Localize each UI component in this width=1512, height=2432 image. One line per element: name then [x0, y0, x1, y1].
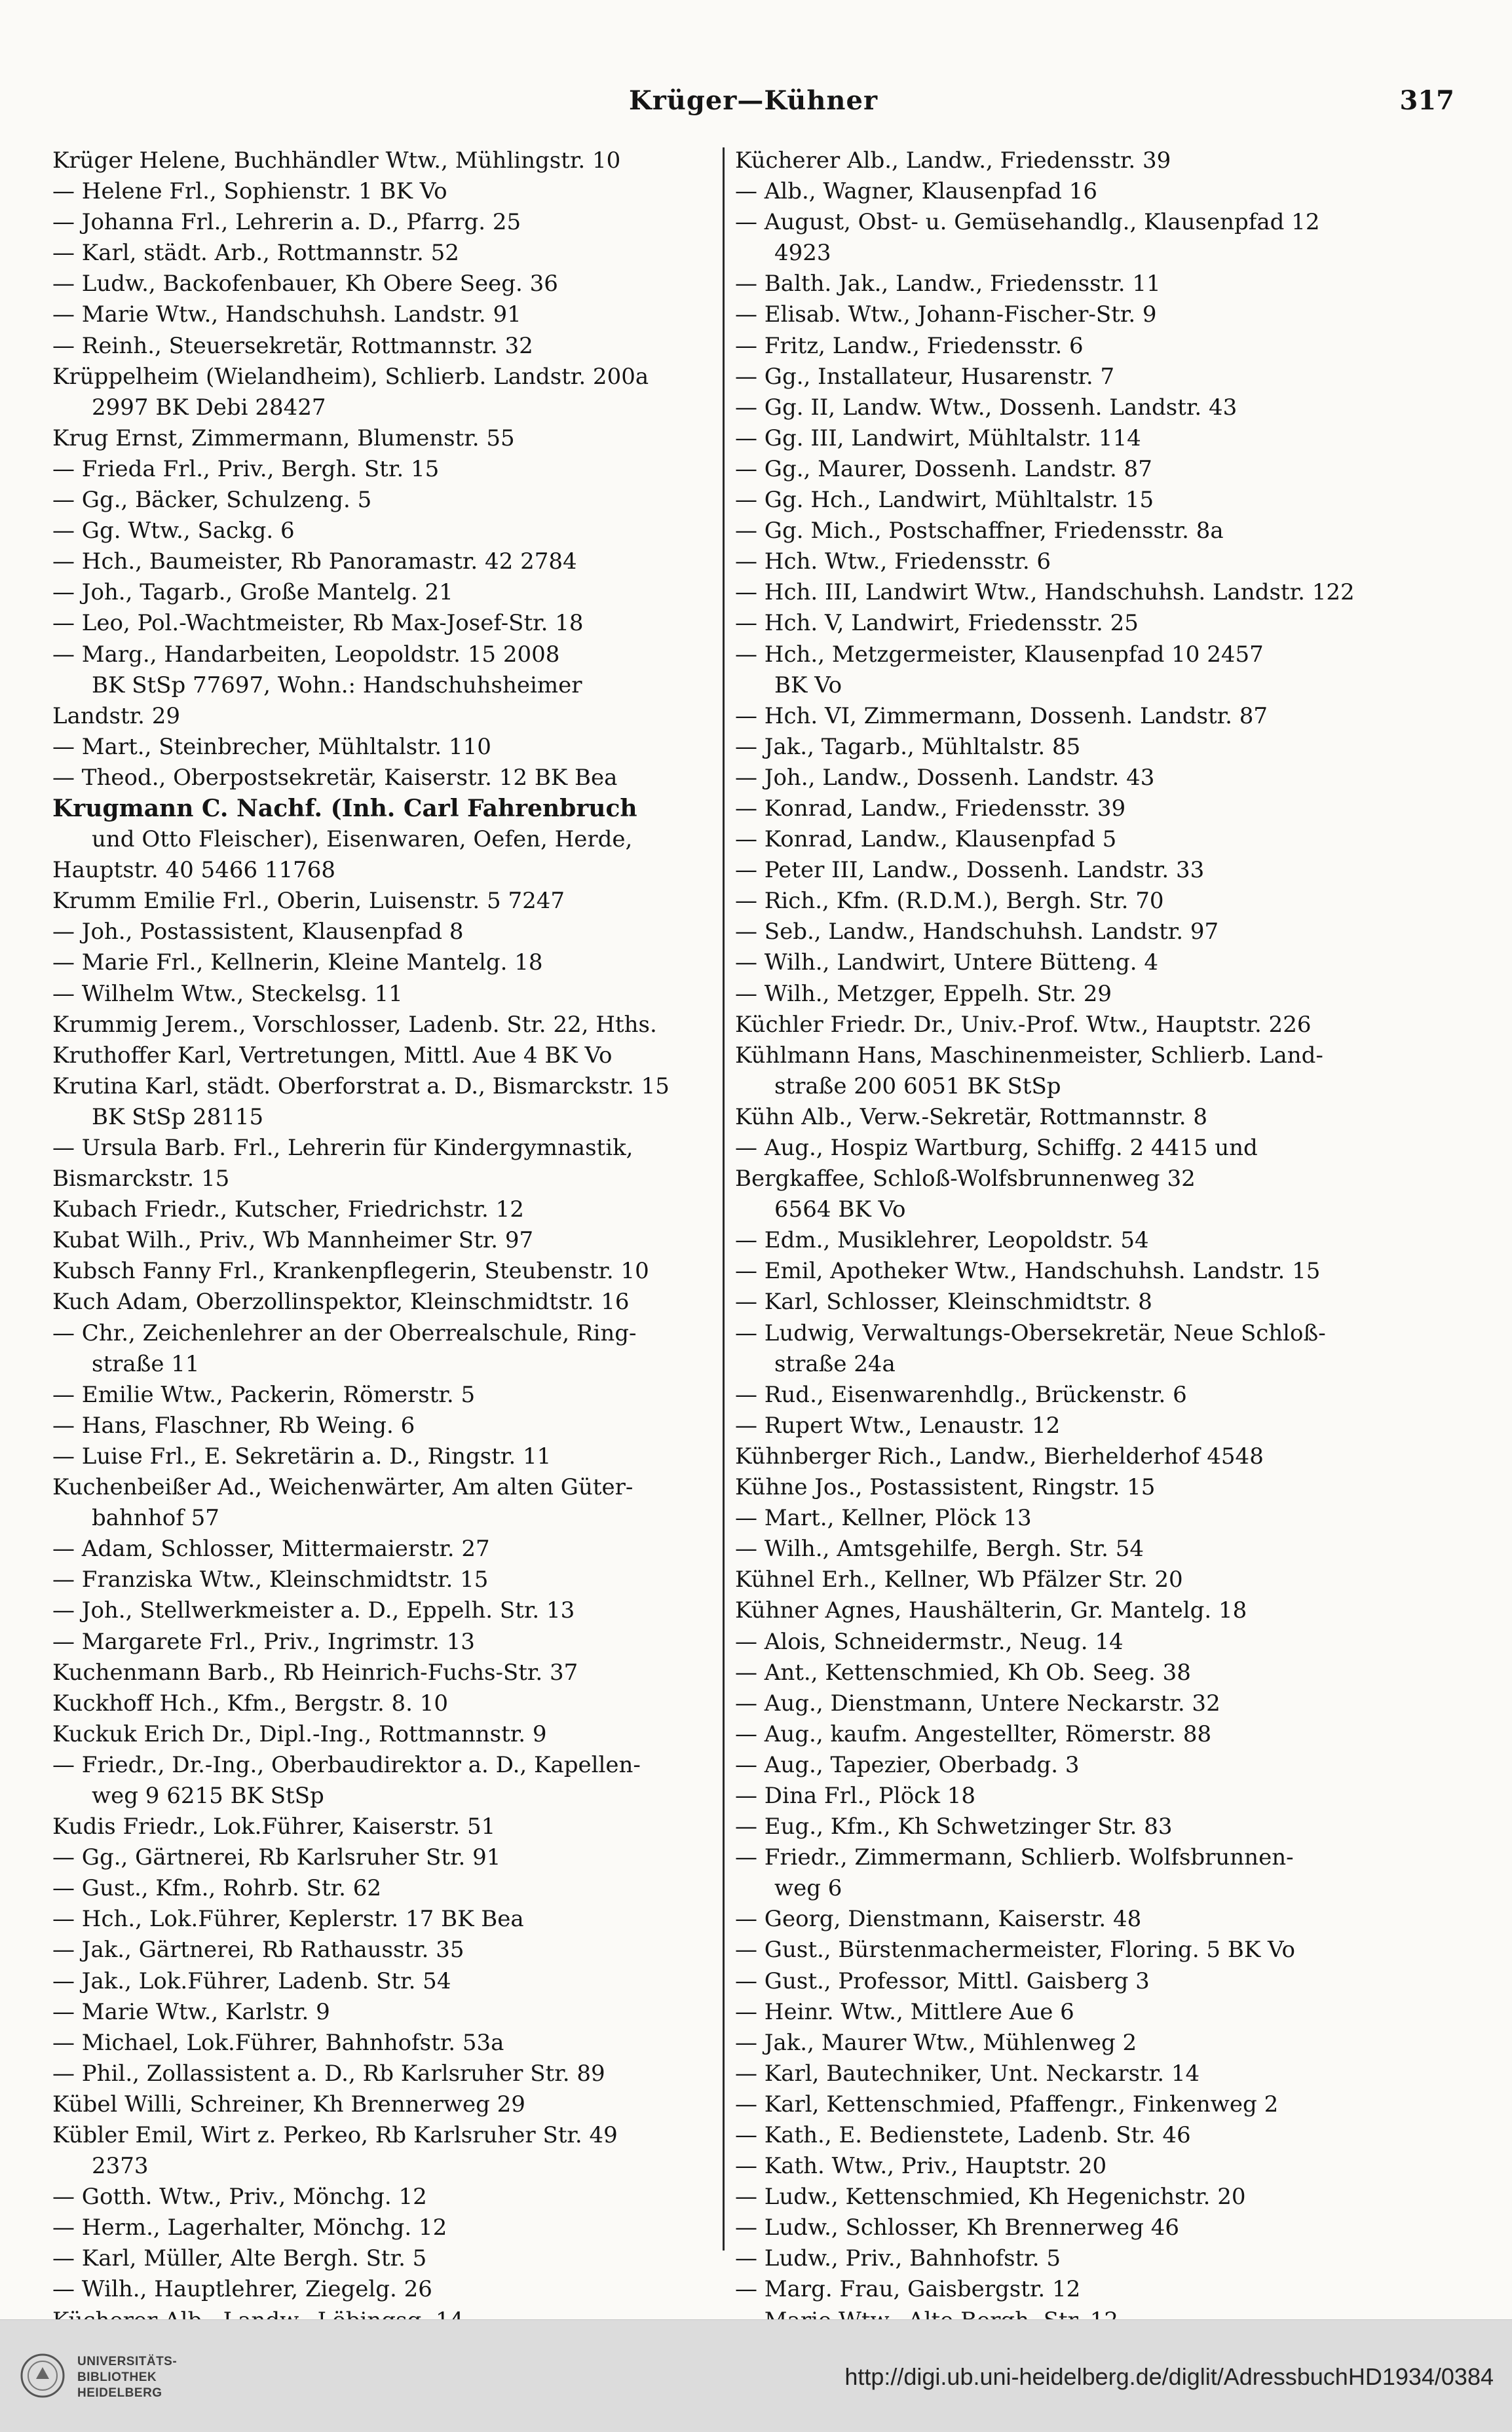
right-column — [735, 145, 1403, 2336]
directory-entry: — Ant., Kettenschmied, Kh Ob. Seeg. 38 — [735, 1659, 1191, 1686]
directory-entry: — Ludw., Schlosser, Kh Brennerweg 46 — [735, 2214, 1179, 2241]
directory-entry: Kubat Wilh., Priv., Wb Mannheimer Str. 97 — [52, 1227, 534, 1254]
directory-entry: — Karl, Müller, Alte Bergh. Str. 5 — [52, 2245, 427, 2272]
directory-entry: — Rud., Eisenwarenhdlg., Brückenstr. 6 — [735, 1381, 1187, 1408]
directory-entry: — Hch. III, Landwirt Wtw., Handschuhsh. Landstr. 122 — [735, 579, 1355, 606]
directory-entry: — Rich., Kfm. (R.D.M.), Bergh. Str. 70 — [735, 888, 1164, 915]
directory-entry: 4923 — [774, 240, 831, 267]
directory-entry: — Hch. V, Landwirt, Friedensstr. 25 — [735, 610, 1139, 637]
directory-entry: Kühnberger Rich., Landw., Bierhelderhof 4548 — [735, 1443, 1264, 1470]
directory-entry: Kudis Friedr., Lok.Führer, Kaiserstr. 51 — [52, 1814, 496, 1840]
directory-entry: — Marie Frl., Kellnerin, Kleine Mantelg. 18 — [52, 949, 543, 976]
footer-bar — [0, 2319, 1512, 2432]
directory-entry: — Joh., Postassistent, Klausenpfad 8 — [52, 919, 464, 945]
directory-entry: — Ursula Barb. Frl., Lehrerin für Kindergymnastik, — [52, 1135, 633, 1161]
directory-entry: — Joh., Tagarb., Große Mantelg. 21 — [52, 579, 453, 606]
directory-entry: — Balth. Jak., Landw., Friedensstr. 11 — [735, 271, 1161, 297]
directory-entry: — Hans, Flaschner, Rb Weing. 6 — [52, 1412, 415, 1439]
directory-entry: — Hch., Lok.Führer, Keplerstr. 17 BK Bea — [52, 1906, 524, 1933]
directory-entry: — Dina Frl., Plöck 18 — [735, 1782, 975, 1809]
directory-entry: weg 6 — [774, 1875, 842, 1902]
directory-entry: — Ludw., Kettenschmied, Kh Hegenichstr. 20 — [735, 2184, 1246, 2211]
directory-entry: — Friedr., Zimmermann, Schlierb. Wolfsbrunnen- — [735, 1844, 1294, 1871]
directory-entry: — Emilie Wtw., Packerin, Römerstr. 5 — [52, 1381, 476, 1408]
directory-entry: Krummig Jerem., Vorschlosser, Ladenb. Str. 22, Hths. — [52, 1011, 657, 1038]
directory-entry: — Helene Frl., Sophienstr. 1 BK Vo — [52, 178, 447, 205]
directory-entry: Krug Ernst, Zimmermann, Blumenstr. 55 — [52, 425, 515, 451]
directory-entry: — Rupert Wtw., Lenaustr. 12 — [735, 1412, 1061, 1439]
directory-entry: — Leo, Pol.-Wachtmeister, Rb Max-Josef-Str. 18 — [52, 610, 584, 637]
directory-entry: — Wilh., Landwirt, Untere Bütteng. 4 — [735, 949, 1158, 976]
directory-entry: — Karl, städt. Arb., Rottmannstr. 52 — [52, 240, 459, 267]
directory-entry: — Gg. III, Landwirt, Mühltalstr. 114 — [735, 425, 1141, 451]
directory-entry: — Jak., Tagarb., Mühltalstr. 85 — [735, 733, 1081, 760]
directory-entry: Krüppelheim (Wielandheim), Schlierb. Landstr. 200a — [52, 363, 649, 390]
directory-entry: — Michael, Lok.Führer, Bahnhofstr. 53a — [52, 2029, 504, 2056]
directory-entry: Kuchenbeißer Ad., Weichenwärter, Am alten Güter- — [52, 1474, 633, 1501]
directory-entry: — Karl, Bautechniker, Unt. Neckarstr. 14 — [735, 2060, 1200, 2087]
directory-entry: — Joh., Landw., Dossenh. Landstr. 43 — [735, 764, 1155, 791]
source-url-link[interactable]: http://digi.ub.uni-heidelberg.de/diglit/AdressbuchHD1934/0384 — [844, 2363, 1494, 2390]
directory-entry: — Friedr., Dr.-Ing., Oberbaudirektor a. D., Kapellen- — [52, 1751, 641, 1778]
directory-entry: — Hch., Metzgermeister, Klausenpfad 10 2457 — [735, 641, 1264, 668]
directory-entry: weg 9 6215 BK StSp — [92, 1782, 324, 1809]
directory-entry: straße 24a — [774, 1350, 896, 1377]
directory-entry: — Gust., Bürstenmachermeister, Floring. 5 BK Vo — [735, 1937, 1295, 1964]
directory-entry: Krutina Karl, städt. Oberforstrat a. D., Bismarckstr. 15 — [52, 1073, 670, 1099]
directory-entry: Kübel Willi, Schreiner, Kh Brennerweg 29 — [52, 2091, 525, 2118]
library-name-line3: HEIDELBERG — [77, 2386, 162, 2400]
directory-entry: — Ludwig, Verwaltungs-Obersekretär, Neue Schloß- — [735, 1320, 1326, 1346]
directory-entry: — Marie Wtw., Karlstr. 9 — [52, 1998, 330, 2025]
directory-entry: — Reinh., Steuersekretär, Rottmannstr. 32 — [52, 332, 533, 359]
directory-entry: — Marie Wtw., Handschuhsh. Landstr. 91 — [52, 301, 521, 328]
directory-entry: — Karl, Schlosser, Kleinschmidtstr. 8 — [735, 1289, 1152, 1316]
directory-entry: — Ludw., Priv., Bahnhofstr. 5 — [735, 2245, 1061, 2272]
directory-entry: — Wilh., Hauptlehrer, Ziegelg. 26 — [52, 2276, 432, 2303]
directory-entry: — Adam, Schlosser, Mittermaierstr. 27 — [52, 1536, 490, 1563]
directory-entry: — Aug., Hospiz Wartburg, Schiffg. 2 4415 und — [735, 1135, 1258, 1161]
directory-entry: — Hch., Baumeister, Rb Panoramastr. 42 2784 — [52, 548, 577, 575]
directory-entry: — Heinr. Wtw., Mittlere Aue 6 — [735, 1998, 1074, 2025]
directory-entry: — Herm., Lagerhalter, Mönchg. 12 — [52, 2214, 447, 2241]
directory-entry: — Jak., Maurer Wtw., Mühlenweg 2 — [735, 2029, 1137, 2056]
directory-entry: — Edm., Musiklehrer, Leopoldstr. 54 — [735, 1227, 1149, 1254]
directory-entry: Kücherer Alb., Landw., Friedensstr. 39 — [735, 147, 1171, 174]
directory-entry: Kuckhoff Hch., Kfm., Bergstr. 8. 10 — [52, 1690, 449, 1717]
directory-entry: straße 11 — [92, 1350, 200, 1377]
directory-entry: — Aug., Tapezier, Oberbadg. 3 — [735, 1751, 1080, 1778]
library-name-line2: BIBLIOTHEK — [77, 2370, 157, 2384]
directory-entry: — Mart., Kellner, Plöck 13 — [735, 1505, 1032, 1532]
university-seal-icon — [20, 2353, 66, 2399]
running-head: Krüger—Kühner — [628, 85, 879, 116]
directory-entry: — Joh., Stellwerkmeister a. D., Eppelh. Str. 13 — [52, 1597, 575, 1624]
directory-entry: — Luise Frl., E. Sekretärin a. D., Ringstr. 11 — [52, 1443, 552, 1470]
column-divider — [723, 147, 725, 2251]
directory-entry: Landstr. 29 — [52, 702, 181, 729]
directory-entry: — Kath., E. Bedienstete, Ladenb. Str. 46 — [735, 2122, 1191, 2148]
directory-entry: — Alb., Wagner, Klausenpfad 16 — [735, 178, 1097, 205]
directory-entry: Kruthoffer Karl, Vertretungen, Mittl. Aue 4 BK Vo — [52, 1042, 613, 1069]
directory-entry: — Elisab. Wtw., Johann-Fischer-Str. 9 — [735, 301, 1157, 328]
page-number: 317 — [1399, 85, 1454, 116]
directory-entry: — Ludw., Backofenbauer, Kh Obere Seeg. 36 — [52, 271, 558, 297]
directory-entry: Kübler Emil, Wirt z. Perkeo, Rb Karlsruher Str. 49 — [52, 2122, 618, 2148]
directory-entry: Kühn Alb., Verw.-Sekretär, Rottmannstr. 8 — [735, 1103, 1207, 1130]
directory-entry: — Margarete Frl., Priv., Ingrimstr. 13 — [52, 1628, 475, 1655]
directory-entry: — Peter III, Landw., Dossenh. Landstr. 33 — [735, 857, 1205, 884]
directory-entry: — Chr., Zeichenlehrer an der Oberrealschule, Ring- — [52, 1320, 637, 1346]
directory-entry: — Marg. Frau, Gaisbergstr. 12 — [735, 2276, 1081, 2303]
directory-entry: BK StSp 77697, Wohn.: Handschuhsheimer — [92, 672, 582, 698]
directory-entry: BK StSp 28115 — [92, 1103, 264, 1130]
directory-entry: Krumm Emilie Frl., Oberin, Luisenstr. 5 7247 — [52, 888, 565, 915]
directory-entry: und Otto Fleischer), Eisenwaren, Oefen, Herde, — [92, 826, 633, 853]
directory-entry: bahnhof 57 — [92, 1505, 219, 1532]
directory-entry: Hauptstr. 40 5466 11768 — [52, 857, 336, 884]
directory-entry: — Konrad, Landw., Friedensstr. 39 — [735, 795, 1126, 822]
directory-entry: Kuchenmann Barb., Rb Heinrich-Fuchs-Str. 37 — [52, 1659, 578, 1686]
directory-entry: — Gg., Bäcker, Schulzeng. 5 — [52, 487, 372, 514]
directory-entry: Kuckuk Erich Dr., Dipl.-Ing., Rottmannstr. 9 — [52, 1720, 547, 1747]
directory-entry: straße 200 6051 BK StSp — [774, 1073, 1061, 1099]
directory-entry: — Alois, Schneidermstr., Neug. 14 — [735, 1628, 1124, 1655]
directory-entry: — Fritz, Landw., Friedensstr. 6 — [735, 332, 1084, 359]
directory-entry: 2997 BK Debi 28427 — [92, 394, 326, 421]
directory-entry: Krüger Helene, Buchhändler Wtw., Mühlingstr. 10 — [52, 147, 621, 174]
directory-entry: — Emil, Apotheker Wtw., Handschuhsh. Landstr. 15 — [735, 1258, 1321, 1285]
directory-entry: — Hch. Wtw., Friedensstr. 6 — [735, 548, 1051, 575]
directory-entry: Kühne Jos., Postassistent, Ringstr. 15 — [735, 1474, 1156, 1501]
directory-entry: — Gg., Maurer, Dossenh. Landstr. 87 — [735, 455, 1152, 482]
directory-entry: — Gotth. Wtw., Priv., Mönchg. 12 — [52, 2184, 427, 2211]
directory-entry: — Gg., Gärtnerei, Rb Karlsruher Str. 91 — [52, 1844, 501, 1871]
directory-entry: — August, Obst- u. Gemüsehandlg., Klausenpfad 12 — [735, 209, 1320, 236]
directory-entry: — Eug., Kfm., Kh Schwetzinger Str. 83 — [735, 1814, 1173, 1840]
page-header — [52, 85, 1454, 124]
directory-entry: Bismarckstr. 15 — [52, 1166, 230, 1192]
directory-entry: — Wilh., Metzger, Eppelh. Str. 29 — [735, 980, 1112, 1007]
directory-entry: — Konrad, Landw., Klausenpfad 5 — [735, 826, 1117, 853]
directory-entry: Kühlmann Hans, Maschinenmeister, Schlierb. Land- — [735, 1042, 1323, 1069]
directory-entry: — Wilhelm Wtw., Steckelsg. 11 — [52, 980, 403, 1007]
directory-entry: Kühnel Erh., Kellner, Wb Pfälzer Str. 20 — [735, 1567, 1183, 1593]
directory-entry: Krugmann C. Nachf. (Inh. Carl Fahrenbruch — [52, 794, 637, 822]
library-name — [77, 2354, 177, 2401]
directory-entry: — Jak., Lok.Führer, Ladenb. Str. 54 — [52, 1967, 451, 1994]
directory-entry: — Gg. Hch., Landwirt, Mühltalstr. 15 — [735, 487, 1154, 514]
directory-entry: — Kath. Wtw., Priv., Hauptstr. 20 — [735, 2153, 1107, 2180]
directory-entry: — Marg., Handarbeiten, Leopoldstr. 15 2008 — [52, 641, 560, 668]
directory-entry: — Theod., Oberpostsekretär, Kaiserstr. 12 BK Bea — [52, 764, 618, 791]
directory-entry: 2373 — [92, 2153, 149, 2180]
directory-entry: — Hch. VI, Zimmermann, Dossenh. Landstr. 87 — [735, 702, 1268, 729]
directory-entry: Kubach Friedr., Kutscher, Friedrichstr. 12 — [52, 1196, 524, 1223]
left-column — [52, 145, 721, 2336]
directory-entry: — Gg., Installateur, Husarenstr. 7 — [735, 363, 1115, 390]
directory-entry: — Aug., Dienstmann, Untere Neckarstr. 32 — [735, 1690, 1220, 1717]
directory-entry: — Karl, Kettenschmied, Pfaffengr., Finkenweg 2 — [735, 2091, 1279, 2118]
directory-entry: 6564 BK Vo — [774, 1196, 906, 1223]
directory-entry: — Aug., kaufm. Angestellter, Römerstr. 88 — [735, 1720, 1212, 1747]
directory-entry: Bergkaffee, Schloß-Wolfsbrunnenweg 32 — [735, 1166, 1196, 1192]
directory-entry: — Gust., Professor, Mittl. Gaisberg 3 — [735, 1967, 1150, 1994]
library-name-line1: UNIVERSITÄTS- — [77, 2355, 178, 2368]
directory-entry: — Frieda Frl., Priv., Bergh. Str. 15 — [52, 455, 440, 482]
directory-entry: — Franziska Wtw., Kleinschmidtstr. 15 — [52, 1567, 489, 1593]
directory-entry: — Gg. Wtw., Sackg. 6 — [52, 518, 295, 544]
directory-entry: — Johanna Frl., Lehrerin a. D., Pfarrg. 25 — [52, 209, 521, 236]
directory-entry: — Gust., Kfm., Rohrb. Str. 62 — [52, 1875, 381, 1902]
directory-entry: Küchler Friedr. Dr., Univ.-Prof. Wtw., Hauptstr. 226 — [735, 1011, 1312, 1038]
directory-entry: Kubsch Fanny Frl., Krankenpflegerin, Steubenstr. 10 — [52, 1258, 649, 1285]
directory-entry: Kühner Agnes, Haushälterin, Gr. Mantelg. 18 — [735, 1597, 1247, 1624]
directory-entry: — Wilh., Amtsgehilfe, Bergh. Str. 54 — [735, 1536, 1144, 1563]
directory-entry: — Gg. II, Landw. Wtw., Dossenh. Landstr. 43 — [735, 394, 1238, 421]
directory-entry: — Phil., Zollassistent a. D., Rb Karlsruher Str. 89 — [52, 2060, 605, 2087]
directory-entry: — Seb., Landw., Handschuhsh. Landstr. 97 — [735, 919, 1219, 945]
directory-entry: — Mart., Steinbrecher, Mühltalstr. 110 — [52, 733, 491, 760]
directory-entry: — Gg. Mich., Postschaffner, Friedensstr. 8a — [735, 518, 1224, 544]
directory-entry: — Jak., Gärtnerei, Rb Rathausstr. 35 — [52, 1937, 464, 1964]
directory-entry: Kuch Adam, Oberzollinspektor, Kleinschmidtstr. 16 — [52, 1289, 630, 1316]
directory-entry: BK Vo — [774, 672, 842, 698]
directory-entry: — Georg, Dienstmann, Kaiserstr. 48 — [735, 1906, 1142, 1933]
